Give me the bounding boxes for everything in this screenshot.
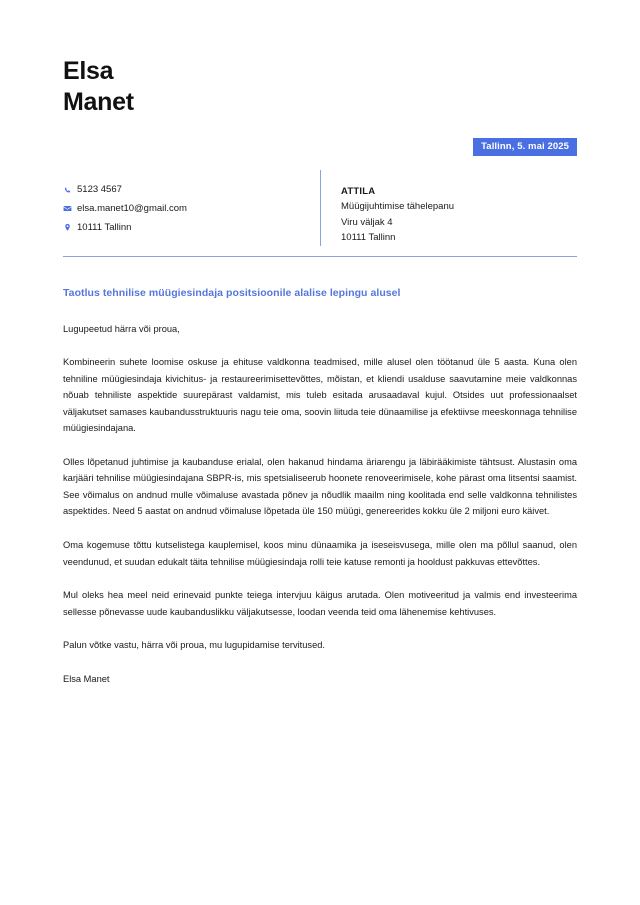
subject-line: Taotlus tehnilise müügiesindaja positsioonile alalise lepingu alusel xyxy=(63,286,401,299)
recipient-attention: Müügijuhtimise tähelepanu xyxy=(341,201,455,213)
name-block xyxy=(63,0,577,118)
info-section xyxy=(63,170,577,257)
email-value: elsa.manet10@gmail.com xyxy=(77,203,187,214)
last-name: Manet xyxy=(63,88,134,116)
phone-value: 5123 4567 xyxy=(77,184,122,195)
recipient-city: 10111 Tallinn xyxy=(341,232,396,244)
phone-icon xyxy=(63,185,77,194)
date-row xyxy=(63,138,577,156)
body-paragraph-4: Mul oleks hea meel neid erinevaid punkte teiega intervjuu käigus arutada. Olen motiveeritud ja valmis end investeerima sellesse põnevasse uude kaubanduslikku väljakutsesse, loodan veenda teid oma lähenemise kehtivuses. xyxy=(63,590,577,617)
envelope-icon xyxy=(63,204,77,213)
contact-column xyxy=(63,170,320,246)
signature: Elsa Manet xyxy=(63,673,110,684)
salutation: Lugupeetud härra või proua, xyxy=(63,323,180,334)
recipient-street: Viru väljak 4 xyxy=(341,216,393,228)
body-paragraph-2: Olles lõpetanud juhtimise ja kaubanduse erialal, olen hakanud hindama äriarengu ja läbirääkimiste tähtsust. Alustasin oma karjääri tehnilise müügiesindajana SBPR-is, mis spetsialiseerub hoonete renoveerimisele, kohe pärast oma litsentsi saamist. See võimalus on andnud mulle võimaluse avastada põnev ja nõudlik maailm ning koolitada end selle valdkonna tehnilistes aspektides. Need 5 aastat on andnud võimaluse lõpetada üle 150 müügi, genereerides kokku üle 2 miljoni euro käivet. xyxy=(63,456,577,517)
date-badge: Tallinn, 5. mai 2025 xyxy=(473,138,577,156)
recipient-company: ATTILA xyxy=(341,186,376,197)
vertical-divider xyxy=(320,170,321,246)
contact-location[interactable] xyxy=(63,222,304,233)
location-value: 10111 Tallinn xyxy=(77,222,132,233)
first-name: Elsa xyxy=(63,57,114,85)
closing-line: Palun võtke vastu, härra või proua, mu lugupidamise tervitused. xyxy=(63,640,326,651)
map-pin-icon xyxy=(63,223,77,232)
body-paragraph-3: Oma kogemuse tõttu kutselistega kauplemisel, koos minu dünaamika ja iseseisvusega, mille olen ma põllul saanud, olen veendunud, et suudan edukalt täita tehnilise müügiesindaja rolli teie katuse remonti ja hooldust pakkuvas ettevõttes. xyxy=(63,539,577,567)
contact-phone[interactable] xyxy=(63,184,304,195)
contact-email[interactable] xyxy=(63,203,304,214)
letter-body xyxy=(63,321,577,688)
body-paragraph-1: Kombineerin suhete loomise oskuse ja ehituse valdkonna teadmised, mille alusel olen töötanud üle 5 aasta. Kuna olen tehniline müügiesindaja kivichitus- ja restaureerimisettevõttes, mõistan, et kliendi usalduse saavutamine meie valdkonnas nõuab tehniliste aspektide suurepärast valdamist, mis tuleb esitada arusaadaval kujul. Otsides uut professionaalset väljakutset samases kaubandusstruktuuris nagu teie oma, soovin liituda teie dünaamilise ja efektiivse meeskonnaga tehnilise müügiesindajana. xyxy=(63,357,577,434)
recipient-column xyxy=(341,170,577,246)
